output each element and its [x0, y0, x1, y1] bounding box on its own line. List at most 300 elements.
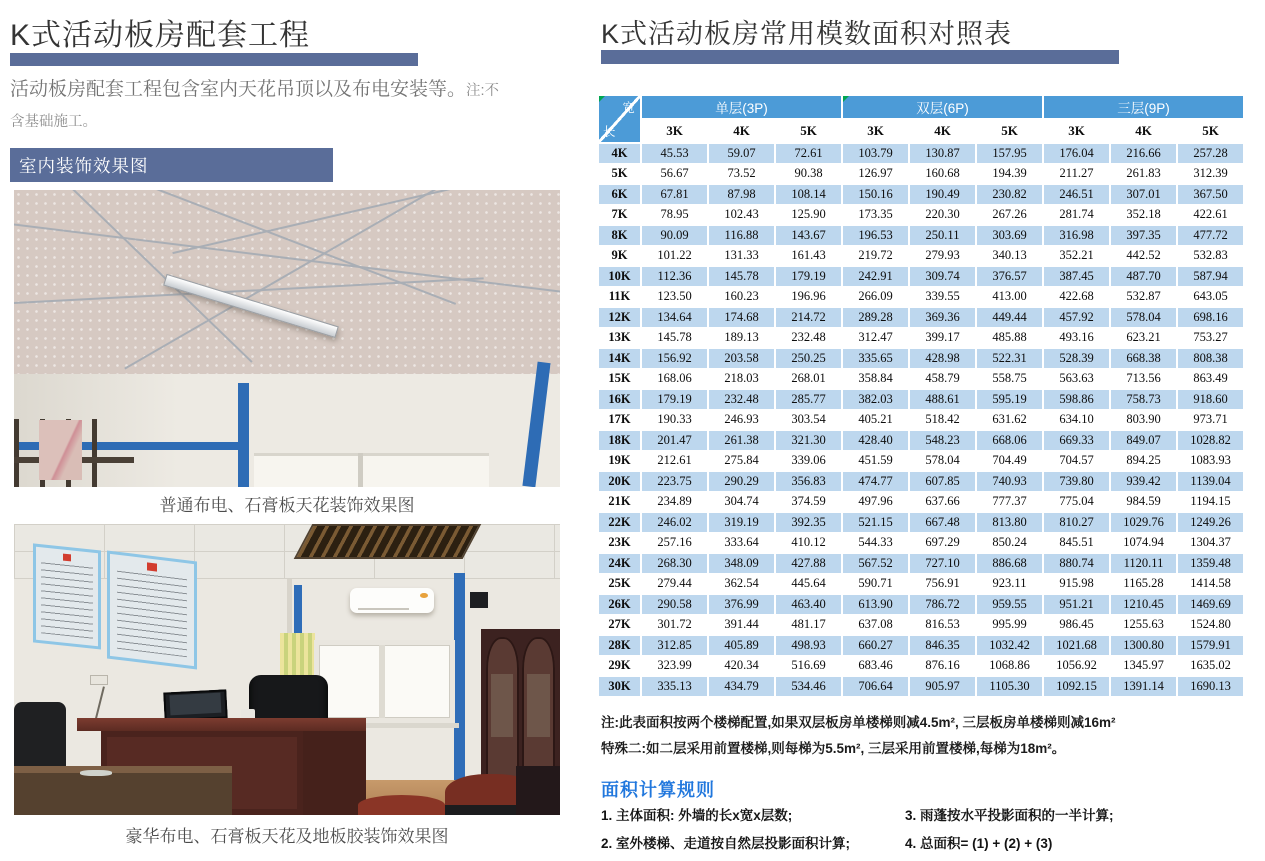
table-cell: 590.71	[843, 575, 908, 594]
p2-board-logo	[63, 554, 70, 562]
table-cell: 518.42	[910, 411, 975, 430]
table-cell: 250.25	[776, 349, 841, 368]
table-cell: 623.21	[1111, 329, 1176, 348]
table-cell: 261.38	[709, 431, 774, 450]
table-cell: 1021.68	[1044, 636, 1109, 655]
table-cell: 156.92	[642, 349, 707, 368]
table-cell: 813.80	[977, 513, 1042, 532]
table-cell: 405.21	[843, 411, 908, 430]
table-cell: 637.66	[910, 493, 975, 512]
photo2-caption: 豪华布电、石膏板天花及地板胶装饰效果图	[125, 827, 449, 846]
row-label: 25K	[599, 575, 640, 594]
group-marker-icon	[843, 96, 849, 102]
table-cell: 281.74	[1044, 206, 1109, 225]
table-cell: 698.16	[1178, 308, 1243, 327]
table-cell: 73.52	[709, 165, 774, 184]
table-cell: 477.72	[1178, 226, 1243, 245]
table-cell: 339.06	[776, 452, 841, 471]
table-cell: 481.17	[776, 616, 841, 635]
table-cell: 312.39	[1178, 165, 1243, 184]
p2-window	[314, 640, 455, 723]
table-cell: 457.92	[1044, 308, 1109, 327]
table-cell: 102.43	[709, 206, 774, 225]
p2-laptop-screen	[170, 693, 221, 715]
table-cell: 1304.37	[1178, 534, 1243, 553]
table-cell: 268.30	[642, 554, 707, 573]
table-cell: 713.56	[1111, 370, 1176, 389]
table-cell: 422.61	[1178, 206, 1243, 225]
table-cell: 846.35	[910, 636, 975, 655]
table-cell: 179.19	[642, 390, 707, 409]
table-cell: 667.48	[910, 513, 975, 532]
table-cell: 59.07	[709, 144, 774, 163]
table-cell: 126.97	[843, 165, 908, 184]
photo-deluxe-interior	[14, 524, 560, 815]
p1-ceiling-grid-line	[125, 190, 560, 369]
table-cell: 266.09	[843, 288, 908, 307]
table-cell: 339.55	[910, 288, 975, 307]
table-cell: 558.75	[977, 370, 1042, 389]
table-cell: 497.96	[843, 493, 908, 512]
table-cell: 174.68	[709, 308, 774, 327]
table-cell: 362.54	[709, 575, 774, 594]
photo1-caption: 普通布电、石膏板天花装饰效果图	[159, 496, 415, 515]
page-title-right: K式活动板房常用模数面积对照表	[601, 19, 1013, 49]
corner-length-label: 长	[603, 125, 616, 139]
table-cell: 413.00	[977, 288, 1042, 307]
rule-item-3: 3. 雨蓬按水平投影面积的一半计算;	[905, 808, 1114, 823]
table-cell: 391.44	[709, 616, 774, 635]
table-cell: 1579.91	[1178, 636, 1243, 655]
table-cell: 528.39	[1044, 349, 1109, 368]
table-cell: 220.30	[910, 206, 975, 225]
table-cell: 863.49	[1178, 370, 1243, 389]
table-cell: 669.33	[1044, 431, 1109, 450]
table-cell: 257.28	[1178, 144, 1243, 163]
rules-heading: 面积计算规则	[601, 780, 715, 800]
table-cell: 267.26	[977, 206, 1042, 225]
table-cell: 532.87	[1111, 288, 1176, 307]
row-label: 29K	[599, 657, 640, 676]
table-cell: 367.50	[1178, 185, 1243, 204]
row-label: 8K	[599, 226, 640, 245]
row-label: 5K	[599, 165, 640, 184]
table-cell: 756.91	[910, 575, 975, 594]
row-label: 15K	[599, 370, 640, 389]
table-cell: 880.74	[1044, 554, 1109, 573]
rule-item-1: 1. 主体面积: 外墙的长x宽x层数;	[601, 808, 793, 823]
table-cell: 488.61	[910, 390, 975, 409]
p1-ceiling-grid-line	[16, 190, 253, 363]
table-cell: 250.11	[910, 226, 975, 245]
table-cell: 405.89	[709, 636, 774, 655]
table-cell: 727.10	[910, 554, 975, 573]
table-cell: 631.62	[977, 411, 1042, 430]
row-label: 19K	[599, 452, 640, 471]
table-cell: 704.57	[1044, 452, 1109, 471]
p1-ceiling-grid-line	[14, 190, 457, 305]
table-cell: 356.83	[776, 472, 841, 491]
section-bar-interior-decoration	[10, 148, 333, 182]
table-cell: 487.70	[1111, 267, 1176, 286]
table-cell: 125.90	[776, 206, 841, 225]
table-cell: 1255.63	[1111, 616, 1176, 635]
table-cell: 257.16	[642, 534, 707, 553]
table-cell: 442.52	[1111, 247, 1176, 266]
table-cell: 203.58	[709, 349, 774, 368]
table-cell: 598.86	[1044, 390, 1109, 409]
table-cell: 959.55	[977, 595, 1042, 614]
table-cell: 376.99	[709, 595, 774, 614]
table-cell: 352.21	[1044, 247, 1109, 266]
table-cell: 810.27	[1044, 513, 1109, 532]
table-cell: 816.53	[910, 616, 975, 635]
table-cell: 190.49	[910, 185, 975, 204]
p2-curtain	[280, 633, 315, 675]
table-cell: 212.61	[642, 452, 707, 471]
table-cell: 420.34	[709, 657, 774, 676]
table-cell: 242.91	[843, 267, 908, 286]
table-cell: 369.36	[910, 308, 975, 327]
p1-window	[254, 453, 489, 487]
row-label: 24K	[599, 554, 640, 573]
subheader-cell: 3K	[843, 120, 908, 142]
table-cell: 886.68	[977, 554, 1042, 573]
table-cell: 161.43	[776, 247, 841, 266]
p2-desk-top	[77, 718, 366, 731]
table-cell: 915.98	[1044, 575, 1109, 594]
table-cell: 72.61	[776, 144, 841, 163]
table-cell: 918.60	[1178, 390, 1243, 409]
table-cell: 335.65	[843, 349, 908, 368]
table-cell: 1120.11	[1111, 554, 1176, 573]
p2-guest-chair	[516, 766, 560, 815]
table-cell: 268.01	[776, 370, 841, 389]
row-label: 22K	[599, 513, 640, 532]
p2-cabinet-glass	[491, 674, 514, 737]
table-cell: 358.84	[843, 370, 908, 389]
p1-ceiling-tiles	[14, 190, 560, 380]
table-cell: 704.49	[977, 452, 1042, 471]
table-cell: 90.09	[642, 226, 707, 245]
group-header-label: 双层(6P)	[916, 101, 969, 116]
table-cell: 374.59	[776, 493, 841, 512]
p2-wall-socket	[90, 675, 107, 685]
table-cell: 613.90	[843, 595, 908, 614]
table-cell: 303.69	[977, 226, 1042, 245]
table-cell: 1194.15	[1178, 493, 1243, 512]
table-cell: 131.33	[709, 247, 774, 266]
table-cell: 1028.82	[1178, 431, 1243, 450]
table-cell: 463.40	[776, 595, 841, 614]
table-cell: 196.96	[776, 288, 841, 307]
table-cell: 1092.15	[1044, 677, 1109, 696]
table-cell: 232.48	[709, 390, 774, 409]
p2-side-table	[14, 766, 232, 815]
table-cell: 1300.80	[1111, 636, 1176, 655]
table-cell: 279.44	[642, 575, 707, 594]
p2-desk-side	[303, 731, 366, 815]
p2-air-conditioner	[350, 588, 435, 613]
table-cell: 289.28	[843, 308, 908, 327]
table-cell: 428.40	[843, 431, 908, 450]
table-cell: 232.48	[776, 329, 841, 348]
table-cell: 211.27	[1044, 165, 1109, 184]
table-cell: 304.74	[709, 493, 774, 512]
table-cell: 335.13	[642, 677, 707, 696]
table-cell: 246.93	[709, 411, 774, 430]
p2-notice-board	[33, 544, 101, 650]
table-cell: 474.77	[843, 472, 908, 491]
subheader-cell: 5K	[1178, 120, 1243, 142]
table-cell: 451.59	[843, 452, 908, 471]
subheader-cell: 3K	[642, 120, 707, 142]
table-cell: 101.22	[642, 247, 707, 266]
table-cell: 201.47	[642, 431, 707, 450]
p2-ceiling-opening	[294, 524, 482, 559]
p1-blue-column	[238, 383, 249, 487]
table-cell: 150.16	[843, 185, 908, 204]
intro-text: 活动板房配套工程包含室内天花吊顶以及布电安装等。	[10, 79, 467, 100]
row-label: 10K	[599, 267, 640, 286]
table-cell: 1524.80	[1178, 616, 1243, 635]
table-cell: 176.04	[1044, 144, 1109, 163]
table-cell: 876.16	[910, 657, 975, 676]
table-cell: 534.46	[776, 677, 841, 696]
table-cell: 234.89	[642, 493, 707, 512]
subheader-cell: 4K	[709, 120, 774, 142]
table-cell: 1414.58	[1178, 575, 1243, 594]
table-cell: 1391.14	[1111, 677, 1176, 696]
table-cell: 134.64	[642, 308, 707, 327]
table-cell: 850.24	[977, 534, 1042, 553]
table-cell: 803.90	[1111, 411, 1176, 430]
table-cell: 548.23	[910, 431, 975, 450]
table-cell: 309.74	[910, 267, 975, 286]
p2-board-text-lines	[41, 561, 93, 639]
table-cell: 984.59	[1111, 493, 1176, 512]
table-cell: 179.19	[776, 267, 841, 286]
p2-window-divider	[379, 645, 384, 718]
table-cell: 223.75	[642, 472, 707, 491]
subheader-cell: 5K	[776, 120, 841, 142]
table-cell: 668.06	[977, 431, 1042, 450]
table-cell: 116.88	[709, 226, 774, 245]
group-header-triple	[1044, 96, 1243, 118]
table-cell: 90.38	[776, 165, 841, 184]
rule-item-2: 2. 室外楼梯、走道按自然层投影面积计算;	[601, 836, 851, 851]
table-cell: 578.04	[910, 452, 975, 471]
table-cell: 845.51	[1044, 534, 1109, 553]
p2-notice-board	[107, 550, 197, 669]
table-cell: 316.98	[1044, 226, 1109, 245]
table-cell: 382.03	[843, 390, 908, 409]
p2-power-box	[470, 592, 489, 608]
table-cell: 753.27	[1178, 329, 1243, 348]
table-cell: 951.21	[1044, 595, 1109, 614]
table-cell: 1068.86	[977, 657, 1042, 676]
table-cell: 634.10	[1044, 411, 1109, 430]
p1-poster	[39, 420, 83, 479]
table-cell: 160.23	[709, 288, 774, 307]
table-cell: 319.19	[709, 513, 774, 532]
table-note-1: 注:此表面积按两个楼梯配置,如果双层板房单楼梯则减4.5m², 三层板房单楼梯则减16m²	[601, 715, 1116, 730]
table-cell: 143.67	[776, 226, 841, 245]
table-cell: 516.69	[776, 657, 841, 676]
group-header-label: 三层(9P)	[1117, 101, 1170, 116]
table-cell: 567.52	[843, 554, 908, 573]
group-header-label: 单层(3P)	[715, 101, 768, 116]
group-header-double	[843, 96, 1042, 118]
table-cell: 1469.69	[1178, 595, 1243, 614]
table-cell: 445.64	[776, 575, 841, 594]
table-cell: 1139.04	[1178, 472, 1243, 491]
table-cell: 973.71	[1178, 411, 1243, 430]
table-cell: 279.93	[910, 247, 975, 266]
row-label: 9K	[599, 247, 640, 266]
table-cell: 78.95	[642, 206, 707, 225]
row-label: 27K	[599, 616, 640, 635]
right-title-underline-bar	[601, 50, 1119, 64]
table-cell: 1165.28	[1111, 575, 1176, 594]
table-cell: 563.63	[1044, 370, 1109, 389]
row-label: 14K	[599, 349, 640, 368]
intro-inline-note: 注:不含基础施工。	[10, 83, 500, 131]
table-cell: 56.67	[642, 165, 707, 184]
corner-marker-icon	[599, 96, 605, 102]
row-label: 16K	[599, 390, 640, 409]
table-cell: 1690.13	[1178, 677, 1243, 696]
table-cell: 145.78	[642, 329, 707, 348]
table-cell: 387.45	[1044, 267, 1109, 286]
subheader-cell: 5K	[977, 120, 1042, 142]
rule-item-4: 4. 总面积= (1) + (2) + (3)	[905, 836, 1053, 851]
p2-cabinet-door	[486, 637, 519, 780]
table-cell: 130.87	[910, 144, 975, 163]
table-cell: 758.73	[1111, 390, 1176, 409]
subheader-cell: 4K	[910, 120, 975, 142]
table-cell: 894.25	[1111, 452, 1176, 471]
table-cell: 352.18	[1111, 206, 1176, 225]
table-cell: 905.97	[910, 677, 975, 696]
row-label: 21K	[599, 493, 640, 512]
table-cell: 493.16	[1044, 329, 1109, 348]
table-cell: 194.39	[977, 165, 1042, 184]
p1-ceiling-grid-line	[172, 190, 560, 254]
table-cell: 643.05	[1178, 288, 1243, 307]
table-cell: 45.53	[642, 144, 707, 163]
area-table	[599, 96, 1243, 696]
row-label: 12K	[599, 308, 640, 327]
table-cell: 923.11	[977, 575, 1042, 594]
table-cell: 986.45	[1044, 616, 1109, 635]
table-cell: 849.07	[1111, 431, 1176, 450]
table-cell: 1083.93	[1178, 452, 1243, 471]
row-label: 13K	[599, 329, 640, 348]
table-cell: 246.51	[1044, 185, 1109, 204]
table-cell: 995.99	[977, 616, 1042, 635]
table-cell: 87.98	[709, 185, 774, 204]
table-cell: 323.99	[642, 657, 707, 676]
table-cell: 449.44	[977, 308, 1042, 327]
table-cell: 312.85	[642, 636, 707, 655]
table-cell: 214.72	[776, 308, 841, 327]
table-cell: 578.04	[1111, 308, 1176, 327]
table-cell: 108.14	[776, 185, 841, 204]
table-cell: 1249.26	[1178, 513, 1243, 532]
table-cell: 939.42	[1111, 472, 1176, 491]
table-cell: 532.83	[1178, 247, 1243, 266]
table-cell: 67.81	[642, 185, 707, 204]
table-cell: 246.02	[642, 513, 707, 532]
p2-blue-trim	[454, 573, 465, 788]
table-cell: 190.33	[642, 411, 707, 430]
table-cell: 216.66	[1111, 144, 1176, 163]
table-cell: 1635.02	[1178, 657, 1243, 676]
table-cell: 168.06	[642, 370, 707, 389]
table-cell: 340.13	[977, 247, 1042, 266]
row-label: 18K	[599, 431, 640, 450]
table-cell: 777.37	[977, 493, 1042, 512]
row-label: 28K	[599, 636, 640, 655]
row-label: 26K	[599, 595, 640, 614]
subheader-cell: 4K	[1111, 120, 1176, 142]
table-cell: 458.79	[910, 370, 975, 389]
table-cell: 173.35	[843, 206, 908, 225]
table-cell: 607.85	[910, 472, 975, 491]
table-cell: 145.78	[709, 267, 774, 286]
p2-guest-chair	[358, 795, 445, 815]
table-cell: 1105.30	[977, 677, 1042, 696]
table-cell: 397.35	[1111, 226, 1176, 245]
table-cell: 1029.76	[1111, 513, 1176, 532]
row-label: 6K	[599, 185, 640, 204]
table-cell: 290.29	[709, 472, 774, 491]
table-cell: 376.57	[977, 267, 1042, 286]
row-label: 17K	[599, 411, 640, 430]
photo-standard-ceiling	[14, 190, 560, 487]
table-cell: 668.38	[1111, 349, 1176, 368]
p2-cabinet-glass	[527, 674, 550, 737]
intro-paragraph	[10, 74, 510, 137]
table-cell: 1056.92	[1044, 657, 1109, 676]
p2-ashtray	[80, 770, 113, 776]
table-cell: 321.30	[776, 431, 841, 450]
table-cell: 498.93	[776, 636, 841, 655]
row-label: 20K	[599, 472, 640, 491]
table-cell: 112.36	[642, 267, 707, 286]
table-cell: 307.01	[1111, 185, 1176, 204]
table-cell: 285.77	[776, 390, 841, 409]
table-cell: 157.95	[977, 144, 1042, 163]
table-cell: 521.15	[843, 513, 908, 532]
table-cell: 428.98	[910, 349, 975, 368]
table-cell: 434.79	[709, 677, 774, 696]
table-cell: 160.68	[910, 165, 975, 184]
p2-ac-logo	[420, 593, 428, 598]
table-cell: 303.54	[776, 411, 841, 430]
table-cell: 660.27	[843, 636, 908, 655]
row-label: 4K	[599, 144, 640, 163]
table-cell: 637.08	[843, 616, 908, 635]
table-cell: 275.84	[709, 452, 774, 471]
p2-board-logo	[147, 562, 157, 571]
table-cell: 103.79	[843, 144, 908, 163]
p1-window-bar	[358, 453, 363, 487]
table-cell: 290.58	[642, 595, 707, 614]
table-cell: 697.29	[910, 534, 975, 553]
table-cell: 775.04	[1044, 493, 1109, 512]
